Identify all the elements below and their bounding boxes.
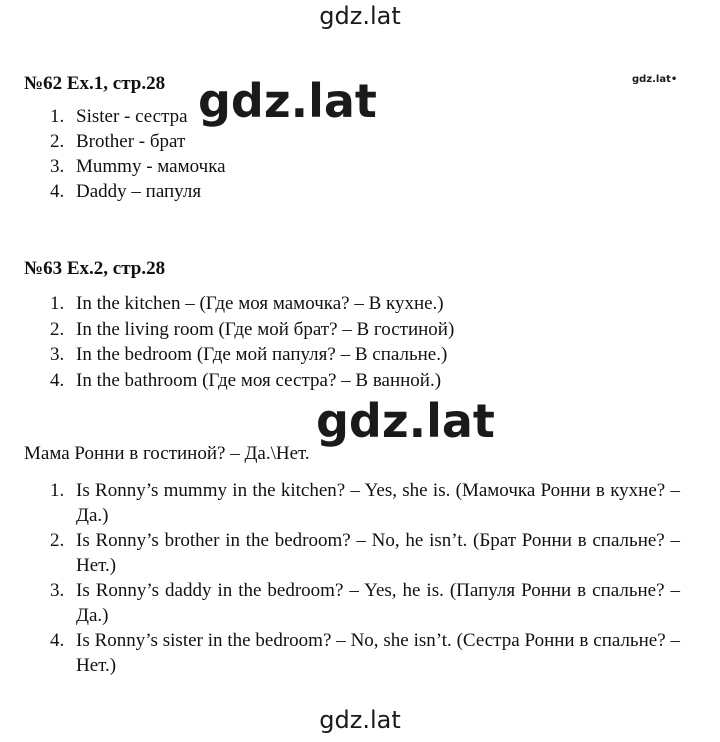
list-item bbox=[50, 179, 350, 204]
item-text: In the bathroom (Где моя сестра? – В ванной.) bbox=[76, 369, 442, 391]
item-text: In the living room (Где мой брат? – В гостиной) bbox=[76, 318, 455, 340]
item-number: 1. bbox=[50, 480, 65, 501]
item-number: 1. bbox=[50, 293, 65, 314]
watermark-small: gdz.lat• bbox=[632, 74, 678, 85]
item-text: Is Ronny’s daddy in the bedroom? – Yes, he is. (Папуля Ронни в спальне? – Да.) bbox=[76, 580, 680, 626]
list-item bbox=[50, 342, 650, 368]
item-number: 4. bbox=[50, 369, 65, 391]
list-item bbox=[50, 368, 650, 394]
question-list bbox=[50, 478, 680, 678]
item-number: 2. bbox=[50, 318, 65, 340]
watermark-top: gdz.lat bbox=[319, 2, 401, 30]
watermark-bottom: gdz.lat bbox=[319, 706, 401, 734]
list-item bbox=[50, 154, 350, 179]
list-item bbox=[50, 129, 350, 154]
list-item bbox=[50, 528, 680, 578]
watermark-large-1: gdz.lat bbox=[198, 74, 377, 128]
item-number: 1. bbox=[50, 106, 65, 127]
item-text: Mummy - мамочка bbox=[76, 156, 226, 177]
item-number: 4. bbox=[50, 181, 65, 202]
intro-question: Мама Ронни в гостиной? – Да.\Нет. bbox=[24, 443, 310, 464]
list-item bbox=[50, 291, 650, 317]
item-text: Brother - брат bbox=[76, 131, 186, 152]
item-text: Is Ronny’s mummy in the kitchen? – Yes, she is. (Мамочка Ронни в кухне? – Да.) bbox=[76, 480, 680, 526]
item-text: Sister - сестра bbox=[76, 106, 188, 127]
item-text: In the kitchen – (Где моя мамочка? – В кухне.) bbox=[76, 293, 444, 314]
section-heading-63: №63 Ex.2, стр.28 bbox=[24, 258, 166, 279]
watermark-large-2: gdz.lat bbox=[316, 394, 495, 448]
list-item bbox=[50, 578, 680, 628]
item-number: 4. bbox=[50, 630, 65, 651]
section-heading-62: №62 Ex.1, стр.28 bbox=[24, 73, 166, 94]
item-number: 3. bbox=[50, 580, 65, 601]
item-text: In the bedroom (Где мой папуля? – В спальне.) bbox=[76, 344, 448, 365]
item-number: 2. bbox=[50, 131, 65, 152]
item-number: 2. bbox=[50, 530, 65, 551]
list-item bbox=[50, 628, 680, 678]
item-text: Daddy – папуля bbox=[76, 181, 202, 202]
item-text: Is Ronny’s sister in the bedroom? – No, she isn’t. (Сестра Ронни в спальне? – Нет.) bbox=[76, 630, 680, 676]
location-list bbox=[50, 291, 650, 393]
item-number: 3. bbox=[50, 344, 65, 365]
item-text: Is Ronny’s brother in the bedroom? – No, he isn’t. (Брат Ронни в спальне? – Нет.) bbox=[76, 530, 680, 576]
list-item bbox=[50, 478, 680, 528]
list-item bbox=[50, 317, 650, 343]
item-number: 3. bbox=[50, 156, 65, 177]
